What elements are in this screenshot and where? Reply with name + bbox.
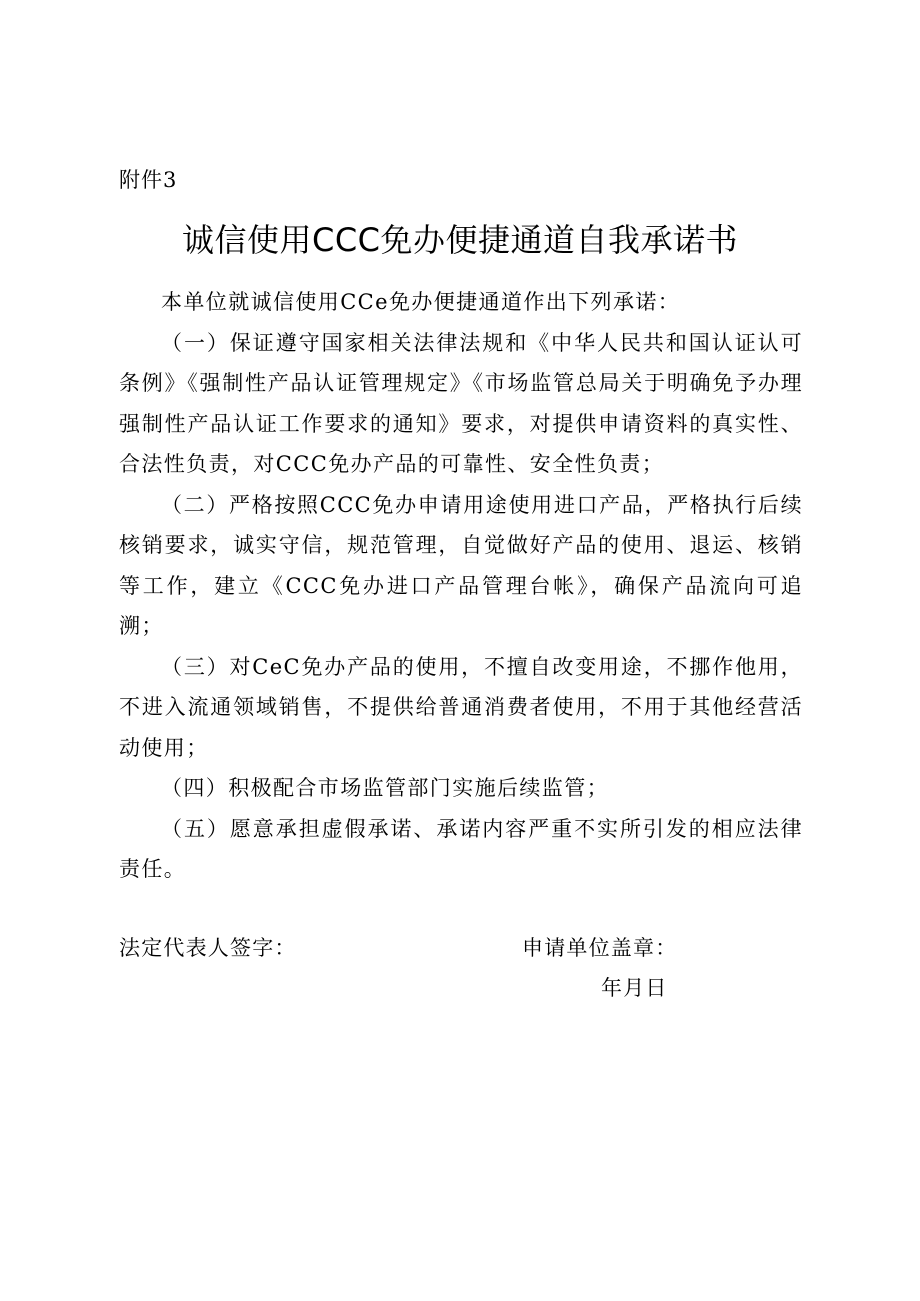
commitment-item-4: （四）积极配合市场监管部门实施后续监管； bbox=[161, 776, 609, 800]
legal-representative-signature-label: 法定代表人签字： bbox=[119, 936, 297, 960]
commitment-item-2: （二）严格按照CCC免办申请用途使用进口产品，严格执行后续核销要求，诚实守信，规范管理，自觉做好产品的使用、退运、核销等工作，建立《CCC免办进口产品管理台帐》，确保产品流向可追溯； bbox=[119, 492, 803, 638]
intro-paragraph: 本单位就诚信使用CCe免办便捷通道作出下列承诺： bbox=[161, 290, 681, 314]
attachment-label: 附件3 bbox=[119, 168, 178, 192]
commitment-item-5: （五）愿意承担虚假承诺、承诺内容严重不实所引发的相应法律责任。 bbox=[119, 816, 803, 881]
document-title: 诚信使用CCC免办便捷通道自我承诺书 bbox=[181, 221, 739, 259]
applicant-seal-label: 申请单位盖章： bbox=[522, 936, 678, 960]
commitment-item-1: （一）保证遵守国家相关法律法规和《中华人民共和国认证认可条例》《强制性产品认证管理规定》《市场监管总局关于明确免予办理强制性产品认证工作要求的通知》要求，对提供申请资料的真实性、合法性负责，对CCC免办产品的可靠性、安全性负责； bbox=[119, 330, 803, 476]
commitment-body bbox=[119, 282, 803, 890]
commitment-item-3: （三）对CeC免办产品的使用，不擅自改变用途，不挪作他用，不进入流通领域销售，不提供给普通消费者使用，不用于其他经营活动使用； bbox=[119, 654, 803, 760]
date-label: 年月日 bbox=[601, 976, 668, 1000]
